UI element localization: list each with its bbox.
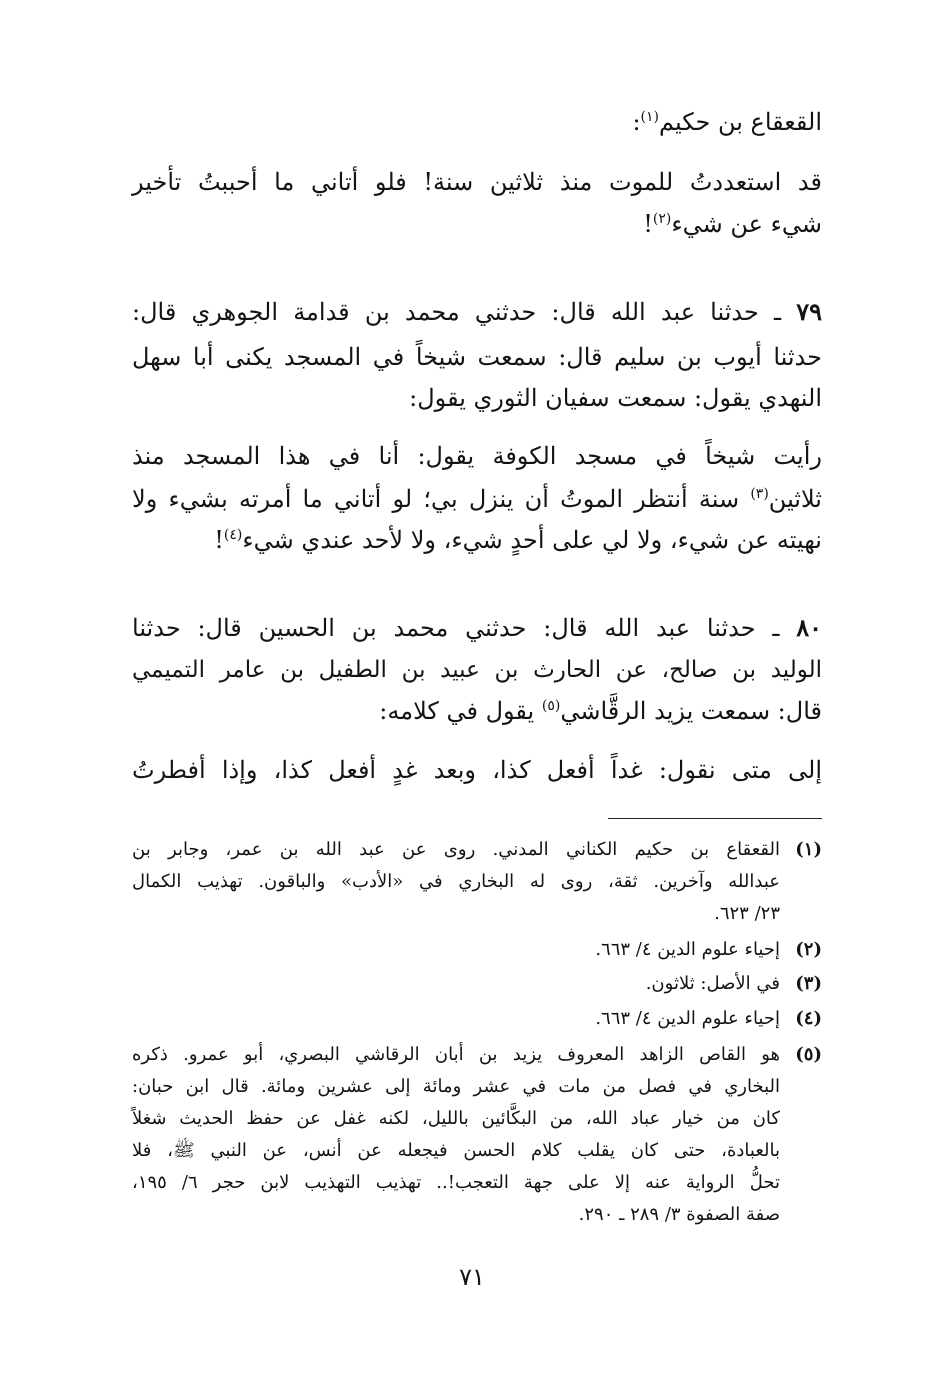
footnote-5-cont [132, 1105, 822, 1133]
footnote-1-cont [132, 900, 822, 928]
item-80-line-1 [132, 610, 822, 646]
quote-1-end: ! [643, 210, 653, 238]
footnote-number: (٥) [795, 1044, 822, 1065]
quote-2-text-a: ثلاثين [768, 485, 822, 513]
footnote-text: إحياء علوم الدين ٤/ ٦٦٣. [595, 1008, 780, 1029]
footnote-5 [132, 1041, 822, 1069]
footnote-text: ٢٣/ ٦٢٣. [714, 903, 780, 924]
footnote-number: (٤) [795, 1008, 822, 1029]
footnote-1-cont [132, 868, 822, 896]
footnote-4 [132, 1005, 822, 1033]
item-number: ٧٩ [796, 297, 822, 326]
footnote-ref: (٤) [223, 527, 243, 543]
item-number: ٨٠ [796, 613, 822, 642]
item-80-text: ـ حدثنا عبد الله قال: حدثني محمد بن الحسين قال: حدثنا [132, 614, 780, 642]
quote-1-line-1: قد استعددتُ للموت منذ ثلاثين سنة! فلو أتاني ما أحببتُ تأخير [132, 168, 822, 196]
section-heading [132, 104, 822, 140]
footnote-text: القعقاع بن حكيم الكناني المدني. روى عن عبد الله بن عمر، وجابر بن [132, 839, 780, 860]
quote-1-text: شيء عن شيء [671, 210, 822, 238]
footnote-text: عبدالله وآخرين. ثقة، روى له البخاري في «الأدب» والباقون. تهذيب الكمال [132, 871, 780, 892]
item-79-line-3: النهدي يقول: سمعت سفيان الثوري يقول: [409, 384, 822, 412]
footnote-3 [132, 970, 822, 998]
quote-2-end: ! [214, 526, 224, 554]
page-number: ٧١ [459, 1263, 485, 1291]
footnote-ref: (٥) [541, 698, 561, 714]
footnote-number: (١) [795, 839, 822, 860]
footnote-text: في الأصل: ثلاثون. [645, 973, 780, 994]
footnote-ref: (٢) [652, 211, 672, 227]
footnote-text: تحلُّ الرواية عنه إلا على جهة التعجب!.. تهذيب التهذيب لابن حجر ٦/ ١٩٥، [132, 1172, 780, 1193]
quote-2-line-2 [132, 481, 822, 517]
footnote-5-cont [132, 1073, 822, 1101]
item-80-text-b: يقول في كلامه: [379, 697, 535, 725]
footnote-number: (٢) [795, 939, 822, 960]
heading-name: القعقاع بن حكيم [659, 108, 822, 136]
quote-3-line-1: إلى متى نقول: غداً أفعل كذا، وبعد غدٍ أفعل كذا، وإذا أفطرتُ [132, 756, 822, 784]
quote-2-text-c: نهيته عن شيء، ولا لي على أحدٍ شيء، ولا لأحد عندي شيء [242, 526, 822, 554]
footnote-text: هو القاص الزاهد المعروف يزيد بن أبان الرقاشي البصري، أبو عمرو. ذكره [132, 1044, 780, 1065]
footnote-5-cont [132, 1137, 822, 1165]
footnote-text: صفة الصفوة ٣/ ٢٨٩ ـ ٢٩٠. [578, 1204, 780, 1225]
quote-2-text-b: سنة أنتظر الموتُ أن ينزل بي؛ لو أتاني ما أمرته بشيء ولا [132, 485, 740, 513]
footnote-text: البخاري في فصل من مات في عشر ومائة إلى عشرين ومائة. قال ابن حبان: [132, 1076, 780, 1097]
footnote-text: كان من خيار عباد الله، من البكَّائين بالليل، لكنه غفل عن حفظ الحديث شغلاً [132, 1108, 780, 1129]
footnote-2 [132, 936, 822, 964]
footnote-number: (٣) [795, 973, 822, 994]
footnote-text: بالعبادة، حتى كان يقلب كلام الحسن فيجعله عن أنس، عن النبي ﷺ، فلا [132, 1140, 780, 1161]
footnote-5-cont [132, 1169, 822, 1197]
item-79-line-1 [132, 294, 822, 330]
quote-1-line-2 [132, 206, 822, 242]
item-80-text-a: قال: سمعت يزيد الرقَّاشي [560, 697, 822, 725]
footnote-ref: (١) [640, 109, 660, 125]
footnote-1 [132, 836, 822, 864]
footnote-ref: (٣) [750, 486, 769, 502]
item-79-line-2: حدثنا أيوب بن سليم قال: سمعت شيخاً في المسجد يكنى أبا سهل [132, 343, 822, 371]
item-80-line-3 [132, 693, 822, 729]
item-80-line-2: الوليد بن صالح، عن الحارث بن عبيد بن الطفيل بن عامر التميمي [132, 657, 822, 683]
item-79-text: ـ حدثنا عبد الله قال: حدثني محمد بن قدامة الجوهري قال: [132, 298, 782, 326]
footnote-text: إحياء علوم الدين ٤/ ٦٦٣. [595, 939, 780, 960]
heading-colon: : [632, 108, 641, 136]
footnote-5-cont [132, 1201, 822, 1229]
quote-2-line-1: رأيت شيخاً في مسجد الكوفة يقول: أنا في هذا المسجد منذ [132, 442, 822, 470]
quote-2-line-3 [132, 522, 822, 558]
footnote-separator [608, 818, 822, 819]
